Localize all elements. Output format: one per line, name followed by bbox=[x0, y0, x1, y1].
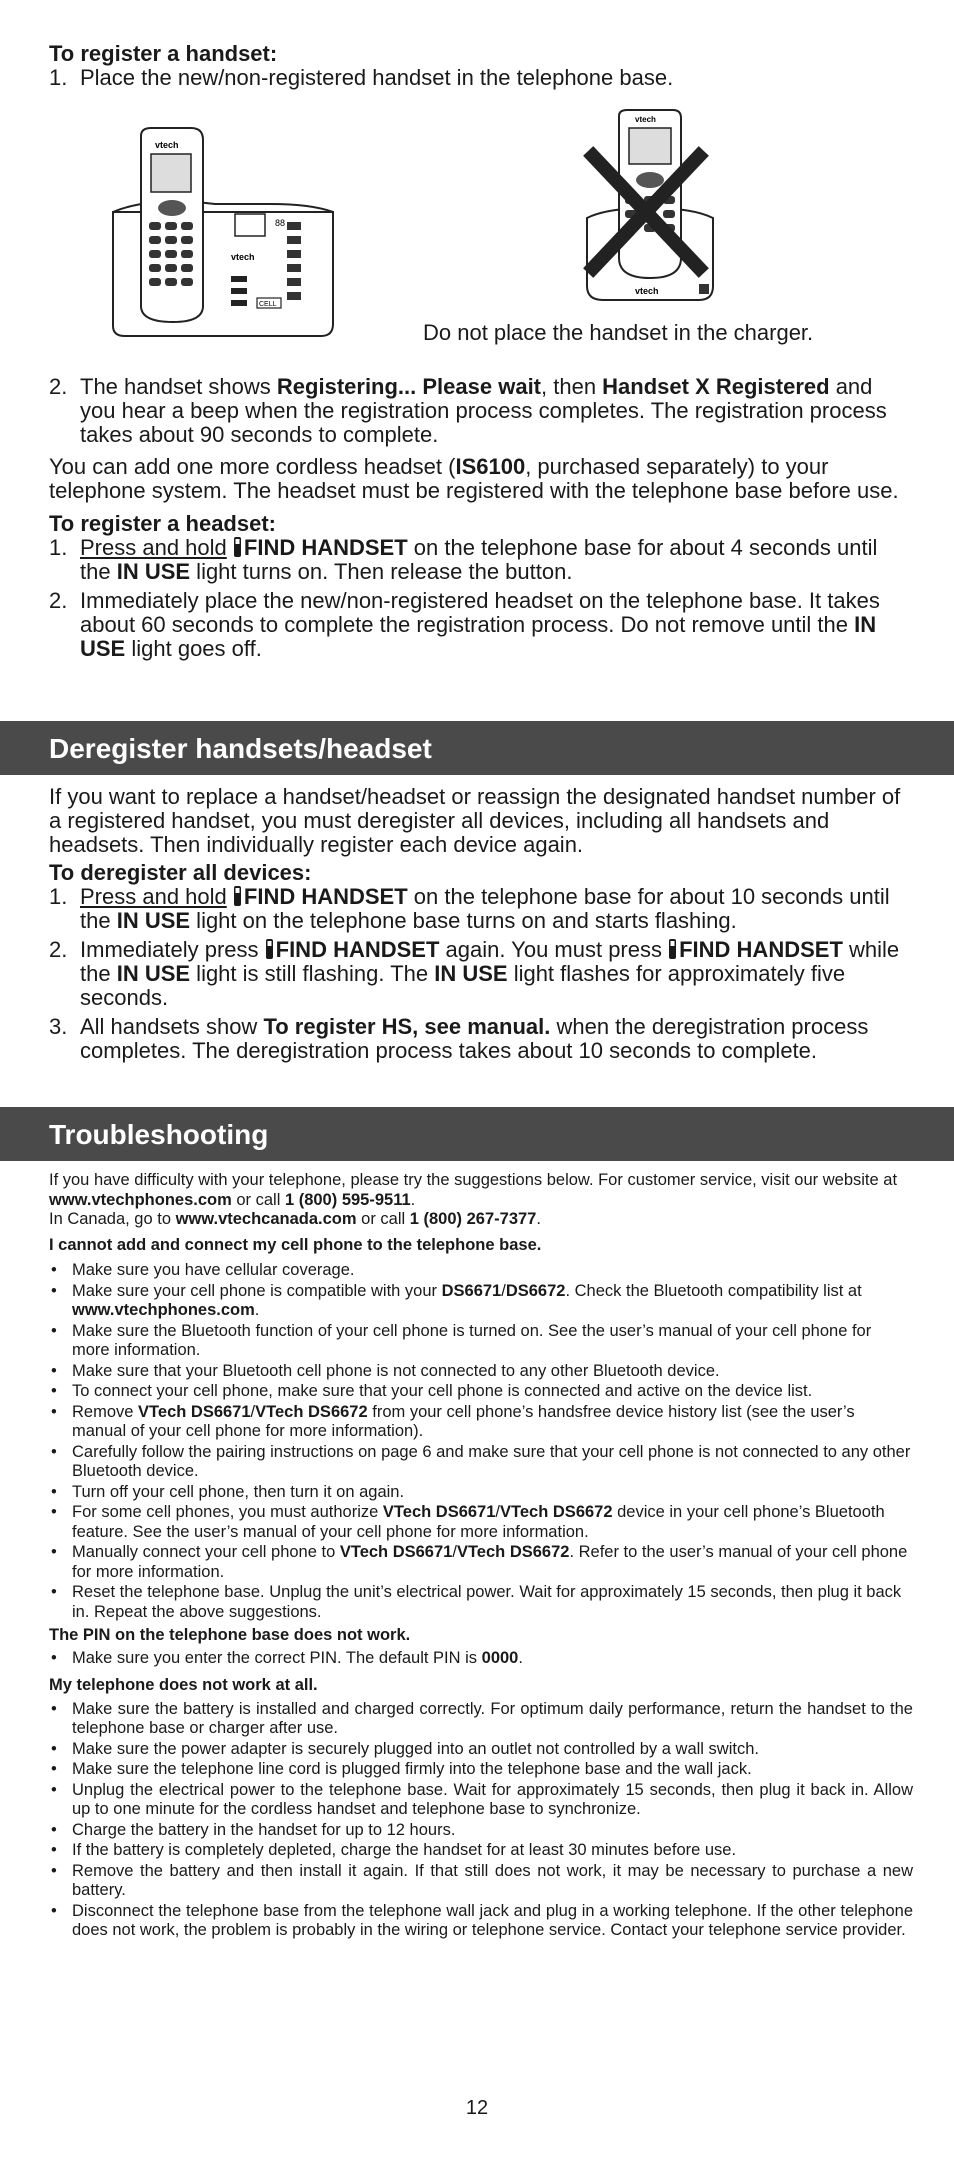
register-headset-step-1: 1. Press and hold FIND HANDSET on the telephone base for about 4 seconds until the IN USE light turns on. Then release the button. bbox=[49, 535, 878, 584]
illustration-area bbox=[49, 90, 913, 375]
list-item: • Manually connect your cell phone to VTech DS6671/VTech DS6672. Refer to the user’s manual of your cell phone for more information. bbox=[49, 1543, 913, 1582]
troubleshooting-intro-us: If you have difficulty with your telephone, please try the suggestions below. For customer service, visit our website at www.vtechphones.com or call 1 (800) 595-9511. bbox=[49, 1171, 898, 1209]
register-headset-heading: To register a headset: bbox=[49, 511, 276, 536]
list-item: • Remove VTech DS6671/VTech DS6672 from your cell phone’s handsfree device history list (see the user’s manual of your cell phone for more information). bbox=[49, 1403, 913, 1442]
list-item: • Make sure that your Bluetooth cell phone is not connected to any other Bluetooth device. bbox=[49, 1362, 913, 1382]
list-item: • Reset the telephone base. Unplug the unit’s electrical power. Wait for approximately 15 seconds, then plug it back in. Repeat the above suggestions. bbox=[49, 1583, 913, 1622]
deregister-step-1: 1. Press and hold FIND HANDSET on the telephone base for about 10 seconds until the IN USE light on the telephone base turns on and starts flashing. bbox=[49, 884, 890, 933]
register-handset-steps bbox=[49, 66, 913, 90]
register-headset-steps bbox=[49, 536, 913, 661]
register-handset-step-1: 1. Place the new/non-registered handset in the telephone base. bbox=[49, 65, 674, 90]
handset-in-base-illustration bbox=[111, 126, 381, 346]
headset-intro: You can add one more cordless headset (IS6100, purchased separately) to your telephone system. The headset must be registered with the telephone base before use. bbox=[49, 454, 899, 503]
charger-caption: Do not place the handset in the charger. bbox=[423, 320, 814, 345]
no-work-suggestions bbox=[49, 1700, 913, 1941]
question-cell-phone: I cannot add and connect my cell phone to the telephone base. bbox=[49, 1235, 542, 1254]
list-item: • Make sure the battery is installed and charged correctly. For optimum daily performance, return the handset to the telephone base or charger after use. bbox=[49, 1700, 913, 1739]
page-number: 12 bbox=[465, 2097, 489, 2119]
handset-icon bbox=[233, 885, 242, 907]
list-item: • Disconnect the telephone base from the telephone wall jack and plug in a working telephone. If the other telephone does not work, the problem is probably in the wiring or telephone service. Contact your telephone service provider. bbox=[49, 1902, 913, 1941]
charger-handset-brand: vtech bbox=[635, 115, 656, 124]
deregister-title: Deregister handsets/headset bbox=[49, 733, 432, 764]
question-pin: The PIN on the telephone base does not work. bbox=[49, 1626, 411, 1644]
list-item: • For some cell phones, you must authorize VTech DS6671/VTech DS6672 device in your cell phone’s Bluetooth feature. See the user’s manual of your cell phone for more information. bbox=[49, 1503, 913, 1542]
register-handset-step-2: 2. The handset shows Registering... Please wait, then Handset X Registered and you hear a beep when the registration process completes. The registration process takes about 90 seconds to complete. bbox=[49, 374, 887, 447]
pin-suggestions bbox=[49, 1649, 913, 1669]
list-item: • Make sure your cell phone is compatible with your DS6671/DS6672. Check the Bluetooth compatibility list at www.vtechphones.com. bbox=[49, 1282, 913, 1321]
base-brand: vtech bbox=[231, 252, 255, 262]
troubleshooting-intro-canada: In Canada, go to www.vtechcanada.com or call 1 (800) 267-7377. bbox=[49, 1210, 541, 1228]
deregister-heading: To deregister all devices: bbox=[49, 860, 312, 885]
handset-icon bbox=[233, 536, 242, 558]
base-display: 88 bbox=[275, 218, 286, 228]
base-logo: CELL bbox=[259, 301, 277, 308]
deregister-intro: If you want to replace a handset/headset or reassign the designated handset number of a registered handset, you must deregister all devices, including all handsets and headsets. Then individually register each device again. bbox=[49, 784, 901, 857]
list-item: • Make sure you enter the correct PIN. The default PIN is 0000. bbox=[49, 1649, 913, 1669]
list-item: • Unplug the electrical power to the telephone base. Wait for approximately 15 seconds, then plug it back in. Allow up to one minute for the cordless handset and telephone base to synchronize. bbox=[49, 1781, 913, 1820]
list-item: • Remove the battery and then install it again. If that still does not work, it may be necessary to purchase a new battery. bbox=[49, 1862, 913, 1901]
cell-phone-suggestions bbox=[49, 1261, 913, 1622]
deregister-section-header bbox=[0, 721, 954, 775]
list-item: • To connect your cell phone, make sure that your cell phone is connected and active on the device list. bbox=[49, 1382, 913, 1402]
list-item: • Make sure you have cellular coverage. bbox=[49, 1261, 913, 1281]
handset-icon bbox=[668, 938, 677, 960]
deregister-steps bbox=[49, 885, 913, 1063]
list-item: • Make sure the Bluetooth function of your cell phone is turned on. See the user’s manual of your cell phone for more information. bbox=[49, 1322, 913, 1361]
list-item: • Turn off your cell phone, then turn it on again. bbox=[49, 1483, 913, 1503]
handset-brand: vtech bbox=[155, 140, 179, 150]
list-item: • Make sure the power adapter is securely plugged into an outlet not controlled by a wall switch. bbox=[49, 1740, 913, 1760]
list-item: • Make sure the telephone line cord is plugged firmly into the telephone base and the wall jack. bbox=[49, 1760, 913, 1780]
list-item: • If the battery is completely depleted, charge the handset for at least 30 minutes before use. bbox=[49, 1841, 913, 1861]
register-headset-step-2: 2. Immediately place the new/non-registered headset on the telephone base. It takes about 60 seconds to complete the registration process. Do not remove until the IN USE light goes off. bbox=[49, 588, 880, 661]
list-item: • Carefully follow the pairing instructions on page 6 and make sure that your cell phone is not connected to any other Bluetooth device. bbox=[49, 1443, 913, 1482]
troubleshooting-section-header bbox=[0, 1107, 954, 1161]
deregister-step-3: 3. All handsets show To register HS, see manual. when the deregistration process completes. The deregistration process takes about 10 seconds to complete. bbox=[49, 1014, 869, 1063]
charger-brand: vtech bbox=[635, 286, 659, 296]
list-item: • Charge the battery in the handset for up to 12 hours. bbox=[49, 1821, 913, 1841]
deregister-step-2: 2. Immediately press FIND HANDSET again. You must press FIND HANDSET while the IN USE light is still flashing. The IN USE light flashes for approximately five seconds. bbox=[49, 937, 900, 1010]
handset-in-charger-illustration bbox=[573, 108, 723, 308]
handset-icon bbox=[265, 938, 274, 960]
question-no-work: My telephone does not work at all. bbox=[49, 1676, 318, 1694]
register-handset-steps-cont bbox=[49, 375, 913, 447]
register-handset-heading: To register a handset: bbox=[49, 41, 278, 66]
troubleshooting-title: Troubleshooting bbox=[49, 1119, 269, 1150]
